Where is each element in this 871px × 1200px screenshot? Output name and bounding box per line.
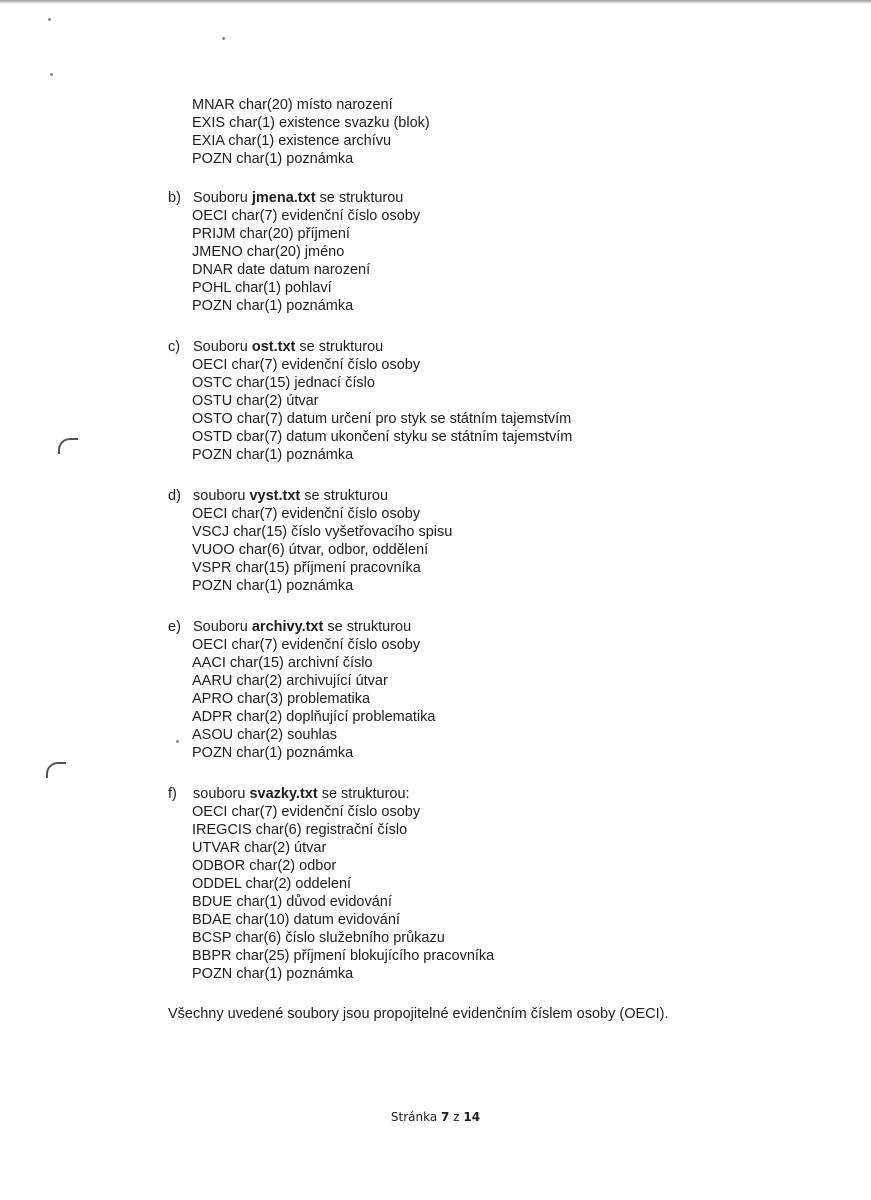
section-letter: d) [168,488,181,504]
footer-separator: z [453,1110,460,1124]
scan-speck [222,37,225,40]
field-line: BCSP char(6) číslo služebního průkazu [192,930,445,946]
field-line: VUOO char(6) útvar, odbor, oddělení [192,542,429,558]
field-line: OECI char(7) evidenční číslo osoby [192,804,421,820]
field-line: OSTU char(2) útvar [192,393,319,409]
field-line: AARU char(2) archivující útvar [192,673,388,689]
file-name: ost.txt [251,339,296,355]
punch-hole-mark [58,438,78,454]
field-line: BDAE char(10) datum evidování [192,912,400,928]
footer-label: Stránka [390,1110,438,1124]
section-heading [193,189,403,207]
footer-page-number: 7 [441,1110,450,1124]
scan-top-edge [0,0,871,4]
field-line: VSCJ char(15) číslo vyšetřovacího spisu [192,524,453,540]
field-line: POZN char(1) poznámka [192,447,354,463]
footer-page-total: 14 [463,1110,481,1124]
section-heading [193,487,388,505]
field-line: OECI char(7) evidenční číslo osoby [192,637,421,653]
field-line: EXIS char(1) existence svazku (blok) [192,115,430,131]
scan-speck [48,18,51,21]
field-line: DNAR date datum narození [192,262,371,278]
heading-suffix: se strukturou [295,339,384,355]
heading-prefix: souboru [193,786,250,802]
field-line: OECI char(7) evidenční číslo osoby [192,208,421,224]
scan-speck [50,73,53,76]
section-letter: f) [168,786,177,802]
scan-speck [176,740,179,743]
heading-prefix: Souboru [193,619,252,635]
field-line: OECI char(7) evidenční číslo osoby [192,357,421,373]
heading-suffix: se strukturou [323,619,412,635]
punch-hole-mark [46,762,66,778]
file-name: jmena.txt [251,190,316,206]
field-line: AACI char(15) archivní číslo [192,655,373,671]
file-name: svazky.txt [249,786,318,802]
heading-prefix: Souboru [193,339,252,355]
heading-prefix: souboru [193,488,250,504]
file-name: vyst.txt [249,488,301,504]
heading-suffix: se strukturou [315,190,404,206]
section-heading [193,785,410,803]
section-letter: b) [168,190,181,206]
file-name: archivy.txt [251,619,324,635]
page-footer [0,1110,871,1124]
heading-prefix: Souboru [193,190,252,206]
field-line: POZN char(1) poznámka [192,298,354,314]
field-line: MNAR char(20) místo narození [192,97,393,113]
field-line: POZN char(1) poznámka [192,966,354,982]
field-line: APRO char(3) problematika [192,691,371,707]
field-line: OSTO char(7) datum určení pro styk se státním tajemstvím [192,411,572,427]
field-line: BBPR char(25) příjmení blokujícího pracovníka [192,948,495,964]
section-heading [193,338,383,356]
field-line: ODDEL char(2) oddelení [192,876,352,892]
field-line: POHL char(1) pohlaví [192,280,332,296]
field-line: VSPR char(15) příjmení pracovníka [192,560,421,576]
field-line: POZN char(1) poznámka [192,151,354,167]
field-line: OSTD cbar(7) datum ukončení styku se státním tajemstvím [192,429,573,445]
summary-paragraph: Všechny uvedené soubory jsou propojitelné evidenčním číslem osoby (OECI). [168,1006,669,1022]
field-line: ODBOR char(2) odbor [192,858,337,874]
field-line: OSTC char(15) jednací číslo [192,375,375,391]
heading-suffix: se strukturou: [317,786,410,802]
field-line: OECI char(7) evidenční číslo osoby [192,506,421,522]
field-line: ASOU char(2) souhlas [192,727,338,743]
field-line: EXIA char(1) existence archívu [192,133,392,149]
field-line: PRIJM char(20) příjmení [192,226,350,242]
field-line: IREGCIS char(6) registrační číslo [192,822,408,838]
field-line: JMENO char(20) jméno [192,244,345,260]
field-line: POZN char(1) poznámka [192,745,354,761]
field-line: ADPR char(2) doplňující problematika [192,709,436,725]
heading-suffix: se strukturou [300,488,389,504]
field-line: POZN char(1) poznámka [192,578,354,594]
field-line: BDUE char(1) důvod evidování [192,894,392,910]
section-letter: e) [168,619,181,635]
section-heading [193,618,411,636]
section-letter: c) [168,339,181,355]
field-line: UTVAR char(2) útvar [192,840,327,856]
